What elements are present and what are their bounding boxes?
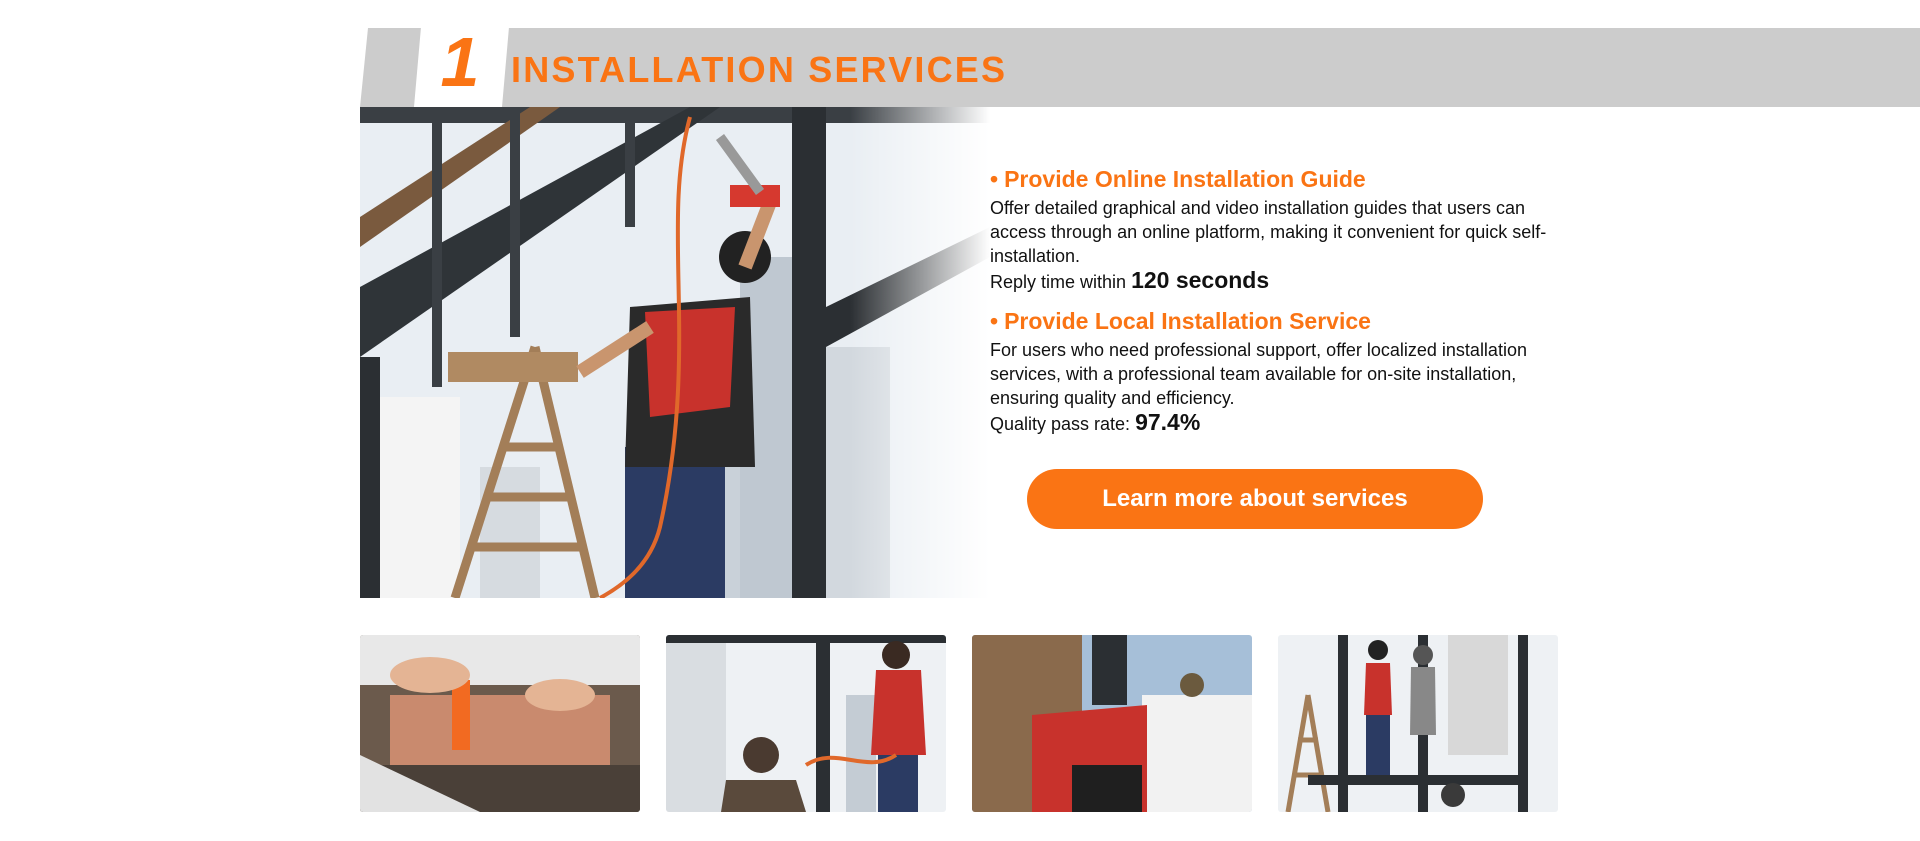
bullet-dot-icon: • bbox=[990, 308, 999, 334]
learn-more-button[interactable]: Learn more about services bbox=[1027, 469, 1483, 529]
stat-label: Reply time within bbox=[990, 272, 1127, 292]
service-stat bbox=[990, 410, 1570, 436]
stat-value: 120 seconds bbox=[1131, 267, 1270, 293]
hero-fade-overlay bbox=[850, 107, 990, 598]
stat-label: Quality pass rate: bbox=[990, 414, 1131, 434]
thumbnail-window-frame-photo[interactable] bbox=[666, 635, 946, 812]
service-heading: • Provide Local Installation Service bbox=[990, 308, 1371, 334]
thumbnail-harness-photo[interactable] bbox=[972, 635, 1252, 812]
section-number: 1 bbox=[440, 23, 480, 101]
service-description: For users who need professional support, offer localized installation services, with a professional team available for on-site installation, ensuring quality and efficiency. bbox=[990, 340, 1527, 408]
service-online-guide bbox=[990, 164, 1570, 294]
bullet-dot-icon: • bbox=[990, 166, 999, 192]
service-description: Offer detailed graphical and video installation guides that users can access through an online platform, making it convenient for quick self-installation. bbox=[990, 198, 1547, 266]
services-list bbox=[990, 164, 1570, 436]
service-local-installation bbox=[990, 306, 1570, 436]
thumbnail-cutting-photo[interactable] bbox=[360, 635, 640, 812]
service-heading: • Provide Online Installation Guide bbox=[990, 166, 1366, 192]
section-title: INSTALLATION SERVICES bbox=[511, 49, 1008, 90]
hero-installer-photo bbox=[360, 107, 990, 598]
service-stat bbox=[990, 268, 1570, 294]
stat-value: 97.4% bbox=[1135, 409, 1201, 435]
thumbnail-team-install-photo[interactable] bbox=[1278, 635, 1558, 812]
